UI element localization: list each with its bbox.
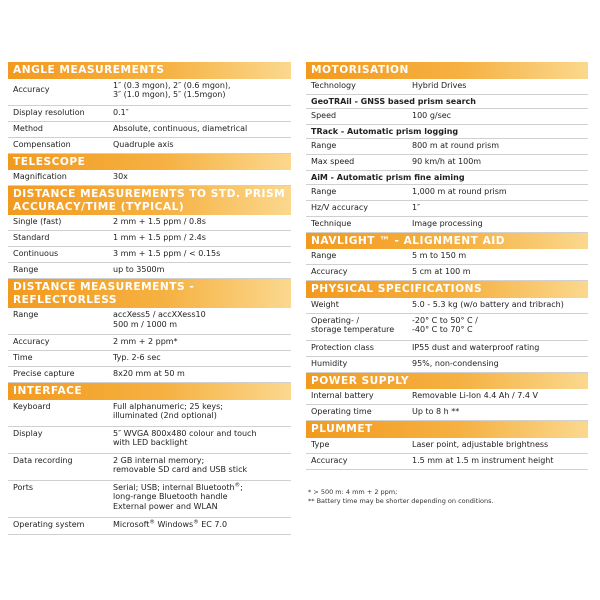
spec-label: Accuracy [13, 337, 50, 346]
spec-label: Range [311, 140, 337, 150]
spec-value: Image processing [412, 218, 483, 228]
spec-value: accXess5 / accXXess10 500 m / 1000 m [113, 310, 206, 329]
spec-value: 5 cm at 100 m [412, 267, 471, 276]
spec-row [306, 454, 588, 470]
spec-value: 2 GB internal memory; removable SD card and USB stick [113, 455, 248, 474]
spec-label: Compensation [13, 139, 71, 149]
spec-label: Hz/V accuracy [311, 202, 369, 212]
spec-label: Technology [311, 80, 356, 90]
left-spec-column [8, 62, 291, 535]
spec-row [8, 427, 291, 454]
spec-label: Display resolution [13, 107, 85, 117]
spec-row [8, 138, 291, 154]
spec-row [8, 481, 291, 518]
ports-text: Serial; USB; internal Bluetooth [113, 482, 235, 492]
os-text: EC 7.0 [198, 519, 228, 529]
spec-row [8, 335, 291, 351]
subheader-aim: AiM - Automatic prism fine aiming [306, 171, 588, 185]
spec-label: Operating system [13, 519, 85, 529]
spec-row [306, 314, 588, 341]
section-header-telescope: TELESCOPE [8, 154, 291, 171]
spec-row [306, 357, 588, 373]
spec-row [8, 231, 291, 247]
spec-label: Speed [311, 110, 337, 120]
spec-label: Display [13, 428, 43, 438]
spec-label: Magnification [13, 172, 67, 181]
spec-label: Range [311, 186, 337, 196]
spec-value: 1″ (0.3 mgon), 2″ (0.6 mgon), 3″ (1.0 mgon), 5″ (1.5mgon) [113, 80, 231, 99]
spec-label: Max speed [311, 156, 355, 166]
spec-row [306, 109, 588, 125]
spec-value: 8x20 mm at 50 m [113, 369, 185, 378]
section-header-physical: PHYSICAL SPECIFICATIONS [306, 281, 588, 298]
section-header-motorisation: MOTORISATION [306, 62, 588, 79]
spec-value: 1″ [412, 202, 421, 212]
spec-label: Type [311, 439, 330, 449]
spec-row [8, 106, 291, 122]
spec-value: Absolute, continuous, diametrical [113, 123, 248, 133]
spec-value: 2 mm + 1.5 ppm / 0.8s [113, 217, 206, 226]
spec-row [306, 155, 588, 171]
spec-row [8, 170, 291, 186]
spec-label: Technique [311, 218, 352, 228]
spec-label: Weight [311, 299, 339, 309]
spec-label: Range [13, 265, 39, 274]
spec-label: Continuous [13, 249, 59, 258]
spec-row [8, 400, 291, 427]
spec-label: Accuracy [311, 455, 348, 465]
spec-row [306, 139, 588, 155]
spec-label: Accuracy [13, 84, 50, 94]
spec-row [8, 351, 291, 367]
spec-row [306, 249, 588, 265]
ports-text: long-range Bluetooth handle External power and WLAN [113, 492, 228, 511]
spec-value: 90 km/h at 100m [412, 156, 482, 166]
spec-label: Single (fast) [13, 217, 62, 226]
spec-label: Operating- / storage temperature [311, 315, 395, 334]
spec-label: Operating time [311, 407, 372, 416]
spec-label: Accuracy [311, 267, 348, 276]
spec-label: Humidity [311, 358, 348, 368]
spec-row [306, 217, 588, 233]
footnotes [306, 488, 588, 506]
spec-value [113, 481, 291, 512]
spec-label: Time [13, 353, 33, 362]
spec-value: Up to 8 h ** [412, 407, 460, 416]
registered-mark: ® [149, 518, 155, 525]
section-header-distance-reflectorless: DISTANCE MEASUREMENTS - REFLECTORLESS [8, 279, 291, 308]
spec-label: Method [13, 123, 44, 133]
spec-row [306, 438, 588, 454]
spec-row [306, 79, 588, 95]
subheader-track: TRack - Automatic prism logging [306, 125, 588, 139]
spec-row [306, 201, 588, 217]
spec-value: 2 mm + 2 ppm* [113, 337, 178, 346]
spec-value: Hybrid Drives [412, 80, 467, 90]
os-text: Microsoft [113, 519, 150, 529]
spec-value: 5 m to 150 m [412, 251, 467, 260]
section-header-plummet: PLUMMET [306, 421, 588, 438]
spec-value: 1 mm + 1.5 ppm / 2.4s [113, 233, 206, 242]
spec-label: Protection class [311, 342, 374, 352]
spec-value: Typ. 2-6 sec [113, 353, 161, 362]
spec-value: -20° C to 50° C / -40° C to 70° C [412, 315, 478, 334]
spec-row [8, 247, 291, 263]
section-header-angle: ANGLE MEASUREMENTS [8, 62, 291, 79]
registered-mark: ® [193, 518, 199, 525]
spec-value: Removable Li-Ion 4.4 Ah / 7.4 V [412, 391, 538, 400]
spec-value: Full alphanumeric; 25 keys; illuminated (2nd optional) [113, 401, 223, 420]
spec-label: Ports [13, 482, 34, 492]
spec-row [306, 298, 588, 314]
footnote: ** Battery time may be shorter depending on conditions. [308, 496, 494, 505]
spec-label: Keyboard [13, 401, 51, 411]
spec-value: 0.1″ [113, 107, 129, 117]
spec-label: Standard [13, 233, 50, 242]
spec-value: 3 mm + 1.5 ppm / < 0.15s [113, 249, 221, 258]
spec-value: IP55 dust and waterproof rating [412, 342, 540, 352]
spec-row [8, 367, 291, 383]
spec-value: 95%, non-condensing [412, 358, 499, 368]
spec-value: up to 3500m [113, 265, 165, 274]
spec-value: 100 g/sec [412, 110, 452, 120]
spec-value: 1,000 m at round prism [412, 186, 507, 196]
ports-text: ; [240, 482, 243, 492]
spec-label: Range [13, 310, 39, 319]
section-header-distance-prism: DISTANCE MEASUREMENTS TO STD. PRISM ACCURACY/TIME (TYPICAL) [8, 186, 291, 215]
spec-row [306, 389, 588, 405]
spec-value [113, 518, 291, 530]
spec-row [8, 263, 291, 279]
spec-value: Laser point, adjustable brightness [412, 439, 549, 449]
spec-value: 800 m at round prism [412, 140, 500, 150]
spec-value: 5″ WVGA 800x480 colour and touch with LED backlight [113, 428, 257, 447]
spec-value: 5.0 - 5.3 kg (w/o battery and tribrach) [412, 299, 564, 309]
spec-value: 30x [113, 172, 128, 181]
spec-row [306, 265, 588, 281]
footnote: * > 500 m: 4 mm + 2 ppm; [308, 487, 398, 496]
spec-label: Precise capture [13, 369, 75, 378]
spec-row [8, 122, 291, 138]
section-header-interface: INTERFACE [8, 383, 291, 400]
spec-row [8, 215, 291, 231]
spec-row [8, 308, 291, 335]
right-spec-column [306, 62, 588, 506]
section-header-power: POWER SUPPLY [306, 373, 588, 390]
subheader-geotrail: GeoTRAil - GNSS based prism search [306, 95, 588, 109]
spec-value: 1.5 mm at 1.5 m instrument height [412, 455, 554, 465]
registered-mark: ® [234, 481, 241, 488]
spec-label: Internal battery [311, 391, 374, 400]
spec-value: Quadruple axis [113, 139, 174, 149]
section-header-navlight: NAVLIGHT ™ - ALIGNMENT AID [306, 233, 588, 250]
spec-row [8, 454, 291, 481]
spec-label: Data recording [13, 455, 73, 465]
spec-row [8, 518, 291, 535]
spec-row [306, 341, 588, 357]
spec-row [8, 79, 291, 106]
os-text: Windows [154, 519, 194, 529]
spec-row [306, 185, 588, 201]
spec-label: Range [311, 251, 337, 260]
spec-row [306, 405, 588, 421]
